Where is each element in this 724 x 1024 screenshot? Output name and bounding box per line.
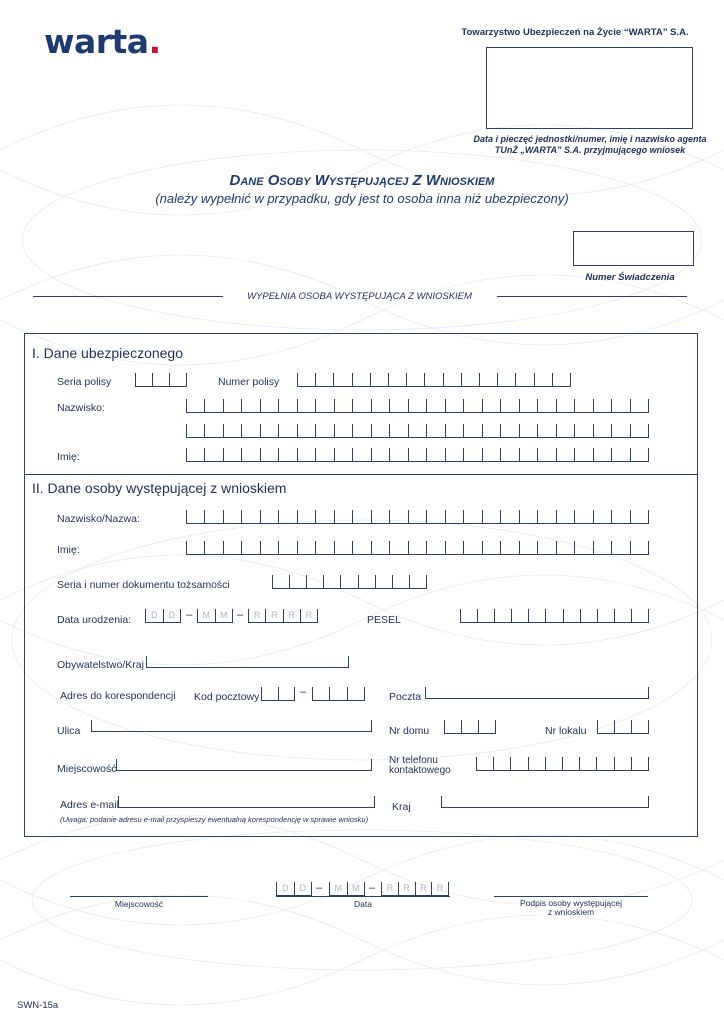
correspondence-address-label: Adres do korespondencji bbox=[60, 690, 176, 702]
id-document-label: Seria i numer dokumentu tożsamości bbox=[57, 579, 230, 591]
form-subtitle: (należy wypełnić w przypadku, gdy jest to osoba inna niż ubezpieczony) bbox=[155, 191, 569, 206]
company-name: Towarzystwo Ubezpieczeń na Życie “WARTA” S.A. bbox=[461, 27, 689, 38]
policy-number-field[interactable] bbox=[297, 373, 571, 387]
flat-number-field[interactable] bbox=[597, 720, 649, 734]
postal-code-field-2[interactable] bbox=[312, 687, 365, 701]
signature-line[interactable] bbox=[494, 896, 648, 897]
birth-day-field[interactable]: D D bbox=[145, 609, 181, 623]
signature-label: Podpis osoby występującej z wnioskiem bbox=[519, 898, 623, 917]
insured-surname-label: Nazwisko: bbox=[57, 402, 105, 414]
benefit-number-label: Numer Świadczenia bbox=[585, 272, 675, 283]
warta-logo: warta. bbox=[44, 22, 161, 61]
footer-month-field[interactable]: M M bbox=[329, 882, 365, 896]
city-label: Miejscowość bbox=[57, 763, 117, 775]
phone-label: Nr telefonu kontaktowego bbox=[389, 755, 451, 776]
house-number-label: Nr domu bbox=[389, 725, 430, 737]
applicant-surname-label: Nazwisko/Nazwa: bbox=[57, 513, 140, 525]
birth-date-dash-1: – bbox=[186, 609, 193, 621]
form-code: SWN-15a bbox=[17, 1000, 59, 1011]
city-field[interactable] bbox=[116, 759, 372, 771]
phone-field[interactable] bbox=[476, 757, 649, 771]
birth-date-label: Data urodzenia: bbox=[57, 614, 132, 626]
applicant-first-name-label: Imię: bbox=[57, 544, 80, 556]
policy-series-field[interactable] bbox=[135, 373, 187, 387]
citizenship-field[interactable] bbox=[146, 656, 349, 668]
birth-month-field[interactable]: M M bbox=[197, 609, 233, 623]
flat-number-label: Nr lokalu bbox=[545, 725, 587, 737]
benefit-number-field[interactable] bbox=[573, 231, 694, 266]
place-label: Miejscowość bbox=[114, 899, 164, 909]
birth-date-dash-2: – bbox=[237, 609, 244, 621]
postal-code-dash: – bbox=[300, 686, 307, 698]
insured-first-name-label: Imię: bbox=[57, 451, 80, 463]
separator-left bbox=[33, 296, 223, 297]
country-label: Kraj bbox=[392, 801, 411, 813]
insured-first-name-field[interactable] bbox=[186, 448, 649, 462]
separator-right bbox=[497, 296, 687, 297]
postal-code-field-1[interactable] bbox=[261, 687, 295, 701]
agent-stamp-box[interactable] bbox=[486, 47, 693, 129]
applicant-surname-field[interactable] bbox=[186, 510, 649, 524]
street-label: Ulica bbox=[57, 725, 81, 737]
postal-code-label: Kod pocztowy bbox=[194, 691, 260, 703]
citizenship-label: Obywatelstwo/Kraj bbox=[57, 659, 144, 671]
date-line bbox=[276, 896, 450, 897]
footer-date-dash-2: – bbox=[369, 882, 376, 894]
email-label: Adres e-mail bbox=[60, 799, 119, 811]
house-number-field[interactable] bbox=[444, 720, 496, 734]
footer-day-field[interactable]: D D bbox=[276, 882, 312, 896]
applicant-first-name-field[interactable] bbox=[186, 541, 649, 555]
policy-series-label: Seria polisy bbox=[57, 376, 112, 388]
post-office-label: Poczta bbox=[389, 691, 422, 703]
post-office-field[interactable] bbox=[425, 687, 649, 699]
pesel-field[interactable] bbox=[460, 609, 649, 623]
section2-heading: II. Dane osoby występującej z wnioskiem bbox=[32, 480, 287, 496]
pesel-label: PESEL bbox=[367, 614, 401, 626]
birth-year-field[interactable]: R R R R bbox=[248, 609, 318, 623]
country-field[interactable] bbox=[441, 796, 649, 808]
agent-stamp-caption: Data i pieczęć jednostki/numer, imię i nazwisko agenta TUnŻ „WARTA” S.A. przyjmującego wniosek bbox=[473, 134, 707, 155]
insured-surname-field-2[interactable] bbox=[186, 424, 649, 438]
email-field[interactable] bbox=[118, 796, 375, 808]
section1-heading: I. Dane ubezpieczonego bbox=[32, 345, 183, 361]
street-field[interactable] bbox=[91, 720, 372, 732]
id-document-field[interactable] bbox=[272, 575, 427, 589]
section-divider bbox=[24, 474, 698, 475]
date-label: Data bbox=[354, 899, 372, 909]
separator-text: WYPEŁNIA OSOBA WYSTĘPUJĄCA Z WNIOSKIEM bbox=[247, 291, 472, 302]
policy-number-label: Numer polisy bbox=[218, 376, 280, 388]
form-title: Dane Osoby Występującej Z Wnioskiem bbox=[229, 172, 495, 189]
footer-year-field[interactable]: R R R R bbox=[381, 882, 449, 896]
insured-surname-field-1[interactable] bbox=[186, 399, 649, 413]
footer-date-dash-1: – bbox=[316, 882, 323, 894]
email-note: (Uwaga: podanie adresu e-mail przyspieszy ewentualną korespondencję w sprawie wniosku) bbox=[60, 815, 369, 824]
place-line[interactable] bbox=[70, 896, 208, 897]
